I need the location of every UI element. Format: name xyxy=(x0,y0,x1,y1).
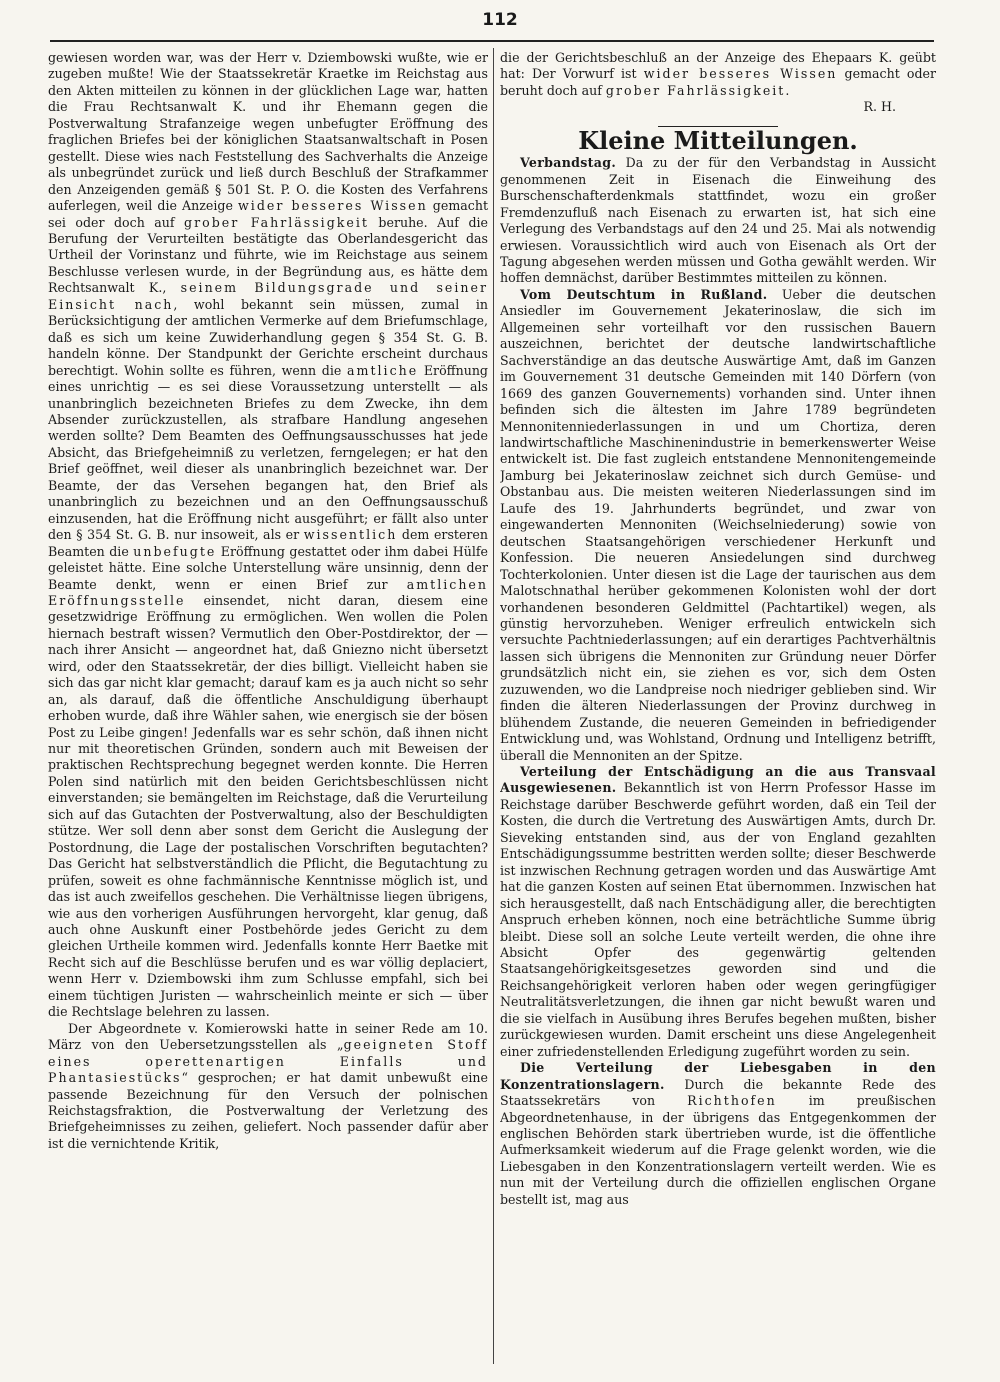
article-conclusion: die der Gerichtsbeschluß an der Anzeige des Ehepaars K. geübt hat: Der Vorwurf ist wider besseres Wissen gemacht oder beruht doch auf grober Fahrlässigkeit. xyxy=(500,50,936,98)
news-item: Verteilung der Entschädigung an die aus Transvaal Ausgewiesenen. Bekanntlich ist von Herrn Professor Hasse im Reichstage darüber Beschwerde geführt worden, daß ein Teil der Kosten, die durch die Vertretung des Auswärtigen Amts, durch Dr. Sieveking entstanden sind, aus der von England gezahlten Entschädigungssumme bestritten werden sollte; dieser Beschwerde ist inzwischen Rechnung getragen worden und das Auswärtige Amt hat die ganzen Kosten auf seinen Etat übernommen. Inzwischen hat sich herausgestellt, daß nach Entschädigung aller, die berechtigten Anspruch erheben können, noch eine beträchtliche Summe übrig bleibt. Diese soll an solche Leute verteilt werden, die ohne ihre Absicht Opfer des gegenwärtig geltenden Staatsangehörigkeitsgesetzes geworden sind und die Reichsangehörigkeit verloren haben oder wegen geringfügiger Neutralitätsverletzungen, die ihnen gar nicht bewußt waren und die sie vielfach in Ausübung ihres Berufes begehen mußten, bisher zurückgewiesen wurden. Damit erscheint uns diese Angelegenheit einer zufriedenstellenden Erledigung zugeführt worden zu sein. xyxy=(500,764,936,1059)
news-item-title: Vom Deutschtum in Rußland. xyxy=(520,286,768,302)
header-rule xyxy=(50,40,934,42)
news-item: Vom Deutschtum in Rußland. Ueber die deutschen Ansiedler im Gouvernement Jekaterinoslaw, die sich im Allgemeinen sehr vorteilhaft vor den russischen Bauern auszeichnen, berichtet der deutsche landwirtschaftliche Sachverständige an das deutsche Auswärtige Amt, daß im Ganzen im Gouvernement 31 deutsche Gemeinden mit 140 Dörfern (von 1669 des ganzen Gouvernements) vorhanden sind. Unter ihnen befinden sich die ältesten im Jahre 1789 begründeten Mennonitenniederlassungen in und um Chortiza, deren landwirtschaftliche Maschinenindustrie in bemerkenswerter Weise entwickelt ist. Die fast zugleich entstandene Mennonitengemeinde Jamburg bei Jekaterinoslaw zeichnet sich durch Gemüse- und Obstanbau aus. Die meisten weiteren Niederlassungen sind im Laufe des 19. Jahrhunderts begründet, und zwar von eingewanderten Mennoniten (Weichselniederung) sowie von deutschen Staatsangehörigen verschiedener Herkunft und Konfession. Die neueren Ansiedelungen sind durchweg Tochterkolonien. Unter diesen ist die Lage der taurischen aus dem Malotschnathal herüber gekommenen Kolonisten wohl der dort vorhandenen besonderen Geldmittel (Pachtartikel) wegen, als günstig hervorzuheben. Weniger erfreulich entwickeln sich versuchte Pachtniederlassungen; auf ein derartiges Pachtverhältnis lassen sich übrigens die Mennoniten zur Gründung neuer Dörfer grundsätzlich nicht ein, sie ziehen es vor, sich dem Osten zuzuwenden, wo die Landpreise noch niedriger geblieben sind. Wir finden die älteren Niederlassungen der Provinz durchweg in blühendem Zustande, die neueren Gemeinden in befriedigender Entwicklung und, was Wohlstand, Ordnung und Intelligenz betrifft, überall die Mennoniten an der Spitze. xyxy=(500,286,936,763)
article-paragraph: Der Abgeordnete v. Komierowski hatte in seiner Rede am 10. März von den Uebersetzungsstellen als „geeigneten Stoff eines operettenartigen Einfalls und Phantasiestücks“ gesprochen; er hat damit unbewußt eine passende Bezeichnung für den Versuch der polnischen Reichstagsfraktion, die Postverwaltung der Verletzung des Briefgeheimnisses zu zeihen, geliefert. Noch passender dafür aber ist die vernichtende Kritik, xyxy=(48,1020,488,1151)
news-item-title: Die Verteilung der Liebesgaben in den Konzentrationslagern. xyxy=(500,1060,936,1092)
page-number: 112 xyxy=(482,10,518,30)
news-item-title: Verbandstag. xyxy=(520,155,617,171)
left-column xyxy=(48,50,488,1362)
news-item: Verbandstag. Da zu der für den Verbandstag in Aussicht genommenen Zeit in Eisenach die Einweihung des Burschenschafterdenkmals stattfindet, wozu ein großer Fremdenzufluß nach Eisenach zu erwarten ist, hat sich eine Verlegung des Verbandstags auf den 24 und 25. Mai als notwendig erwiesen. Voraussichtlich wird auch von Eisenach als Ort der Tagung abgesehen werden müssen und Gotha gewählt werden. Wir hoffen demnächst, darüber Bestimmtes mitteilen zu können. xyxy=(500,155,936,286)
section-heading: Kleine Mitteilungen. xyxy=(578,125,858,155)
news-item-title: Verteilung der Entschädigung an die aus Transvaal Ausgewiesenen. xyxy=(500,764,936,796)
news-item: Die Verteilung der Liebesgaben in den Konzentrationslagern. Durch die bekannte Rede des Staatssekretärs von Richthofen im preußischen Abgeordnetenhause, in der übrigens das Entgegenkommen der englischen Behörden stark übertrieben wurde, ist die öffentliche Aufmerksamkeit wiederum auf die Frage gelenkt worden, wie die Liebesgaben in den Konzentrationslagern verteilt werden. Wie es nun mit der Verteilung durch die offiziellen englischen Organe bestellt ist, mag aus xyxy=(500,1060,936,1207)
article-paragraph: gewiesen worden war, was der Herr v. Dziembowski wußte, wie er zugeben mußte! Wie der Staatssekretär Kraetke im Reichstag aus den Akten mitteilen zu können in der glücklichen Lage war, hatten die Frau Rechtsanwalt K. und ihr Ehemann gegen die Postverwaltung Strafanzeige wegen unbefugter Eröffnung des fraglichen Briefes bei der königlichen Staatsanwaltschaft in Posen gestellt. Diese wies nach Feststellung des Sachverhalts die Anzeige als unbegründet zurück und ließ durch Beschluß der Strafkammer den Anzeigenden gemäß § 501 St. P. O. die Kosten des Verfahrens auferlegen, weil die Anzeige wider besseres Wissen gemacht sei oder doch auf grober Fahrlässigkeit beruhe. Auf die Berufung der Verurteilten bestätigte das Oberlandesgericht das Urtheil der Vorinstanz und führte, wie im Reichstage aus seinem Beschlusse verlesen wurde, in der Begründung aus, es hätte dem Rechtsanwalt K., seinem Bildungsgrade und seiner Einsicht nach, wohl bekannt sein müssen, zumal in Berücksichtigung der amtlichen Vermerke auf dem Briefumschlage, daß es sich um keine Zuwiderhandlung gegen § 354 St. G. B. handeln könne. Der Standpunkt der Gerichte erscheint durchaus berechtigt. Wohin sollte es führen, wenn die amtliche Eröffnung eines unrichtig — es sei diese Voraussetzung unterstellt — als unanbringlich bezeichneten Briefes zu dem Zwecke, ihn dem Absender zurückzustellen, als strafbare Handlung angesehen werden sollte? Dem Beamten des Oeffnungsausschusses hat jede Absicht, das Briefgeheimniß zu verletzen, ferngelegen; er hat den Brief geöffnet, weil dieser als unanbringlich bezeichnet war. Der Beamte, der das Versehen begangen hat, den Brief als unanbringlich zu bezeichnen und an den Oeffnungsausschuß einzusenden, hat die Eröffnung nicht ausgeführt; er fällt also unter den § 354 St. G. B. nur insoweit, als er wissentlich dem ersteren Beamten die unbefugte Eröffnung gestattet oder ihm dabei Hülfe geleistet hätte. Eine solche Unterstellung wäre unsinnig, denn der Beamte denkt, wenn er einen Brief zur amtlichen Eröffnungsstelle einsendet, nicht daran, diesem eine gesetzwidrige Eröffnung zu ermöglichen. Wen wollen die Polen hiernach bestraft wissen? Vermutlich den Ober-Postdirektor, der — nach ihrer Ansicht — angeordnet hat, daß Gniezno nicht übersetzt wird, oder den Staatssekretär, der dies billigt. Vielleicht haben sie sich das gar nicht klar gemacht; darauf kam es ja auch nicht so sehr an, als darauf, daß die öffentliche Anschuldigung überhaupt erhoben wurde, daß ihre Wähler sahen, wie energisch sie der bösen Post zu Leibe gingen! Jedenfalls war es sehr schön, daß ihnen nicht nur mit theoretischen Gründen, sondern auch mit Beweisen der praktischen Rechtsprechung begegnet werden konnte. Die Herren Polen sind natürlich mit den beiden Gerichtsbeschlüssen nicht einverstanden; sie bemängelten im Reichstage, daß die Verurteilung sich auf das Gutachten der Postverwaltung, also der Beschuldigten stütze. Wer soll denn aber sonst dem Gericht die Auslegung der Postordnung, die Lage der postalischen Vorschriften begutachten? Das Gericht hat selbstverständlich die Pflicht, die Begutachtung zu prüfen, soweit es ohne fachmännische Kenntnisse möglich ist, und das ist auch zweifellos geschehen. Die Verhältnisse liegen übrigens, wie aus den vorherigen Ausführungen hervorgeht, klar genug, daß auch ohne Auskunft einer Postbehörde jedes Gericht zu dem gleichen Urtheile kommen wird. Jedenfalls konnte Herr Baetke mit Recht sich auf die Beschlüsse berufen und es war völlig deplaciert, wenn Herr v. Dziembowski ihm zum Schlusse empfahl, sich bei einem tüchtigen Juristen — wahrscheinlich meinte er sich — über die Rechtslage belehren zu lassen. xyxy=(48,50,488,1020)
author-signature: R. H. xyxy=(863,99,896,115)
right-column xyxy=(500,50,936,1362)
column-divider xyxy=(493,48,494,1364)
